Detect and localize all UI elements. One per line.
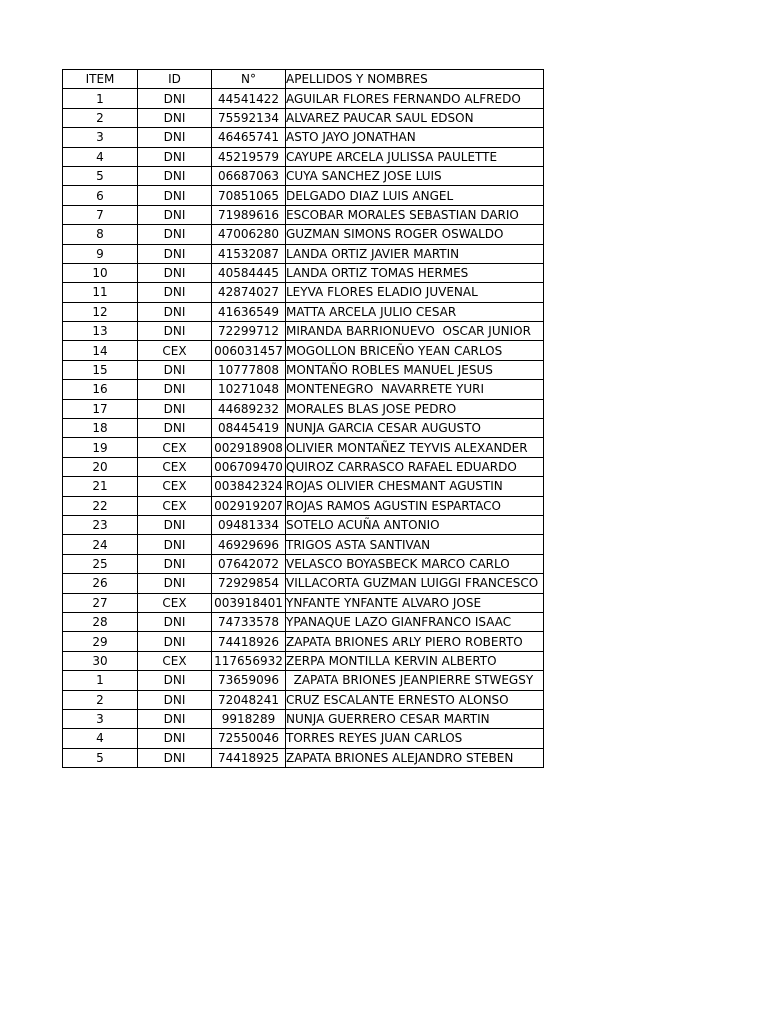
cell-item: 9 [63, 244, 138, 263]
header-item: ITEM [63, 70, 138, 89]
cell-full-name: LANDA ORTIZ JAVIER MARTIN [286, 244, 544, 263]
cell-full-name: TORRES REYES JUAN CARLOS [286, 729, 544, 748]
cell-id-type: DNI [138, 360, 212, 379]
cell-id-type: DNI [138, 205, 212, 224]
cell-full-name: ZAPATA BRIONES JEANPIERRE STWEGSY [286, 671, 544, 690]
cell-full-name: YPANAQUE LAZO GIANFRANCO ISAAC [286, 612, 544, 631]
cell-id-number: 07642072 [212, 554, 286, 573]
cell-id-number: 09481334 [212, 515, 286, 534]
cell-item: 5 [63, 166, 138, 185]
cell-item: 1 [63, 671, 138, 690]
cell-item: 14 [63, 341, 138, 360]
cell-item: 10 [63, 263, 138, 282]
cell-item: 16 [63, 380, 138, 399]
table-row [63, 554, 544, 573]
table-row [63, 380, 544, 399]
table-row [63, 399, 544, 418]
cell-item: 1 [63, 89, 138, 108]
cell-full-name: ZAPATA BRIONES ARLY PIERO ROBERTO [286, 632, 544, 651]
cell-id-number: 003842324 [212, 477, 286, 496]
cell-id-type: DNI [138, 554, 212, 573]
cell-full-name: MONTENEGRO NAVARRETE YURI [286, 380, 544, 399]
cell-id-type: DNI [138, 128, 212, 147]
cell-id-number: 46465741 [212, 128, 286, 147]
table-row [63, 419, 544, 438]
cell-id-number: 45219579 [212, 147, 286, 166]
table-row [63, 574, 544, 593]
table-row [63, 612, 544, 631]
table-row [63, 128, 544, 147]
cell-id-type: CEX [138, 438, 212, 457]
cell-id-type: DNI [138, 671, 212, 690]
cell-id-type: DNI [138, 574, 212, 593]
cell-item: 8 [63, 225, 138, 244]
table-row [63, 360, 544, 379]
table-row [63, 263, 544, 282]
table-row [63, 147, 544, 166]
cell-id-number: 006709470 [212, 457, 286, 476]
table-row [63, 729, 544, 748]
table-row [63, 748, 544, 767]
table-row [63, 302, 544, 321]
cell-item: 6 [63, 186, 138, 205]
cell-full-name: NUNJA GUERRERO CESAR MARTIN [286, 709, 544, 728]
cell-full-name: CRUZ ESCALANTE ERNESTO ALONSO [286, 690, 544, 709]
cell-id-number: 72299712 [212, 322, 286, 341]
cell-id-number: 72929854 [212, 574, 286, 593]
cell-item: 26 [63, 574, 138, 593]
table-row [63, 244, 544, 263]
table-row [63, 225, 544, 244]
cell-id-type: CEX [138, 593, 212, 612]
cell-full-name: MOGOLLON BRICEÑO YEAN CARLOS [286, 341, 544, 360]
table-row [63, 515, 544, 534]
table-row [63, 89, 544, 108]
cell-full-name: ZERPA MONTILLA KERVIN ALBERTO [286, 651, 544, 670]
table-row [63, 535, 544, 554]
cell-item: 23 [63, 515, 138, 534]
cell-full-name: ESCOBAR MORALES SEBASTIAN DARIO [286, 205, 544, 224]
header-id: ID [138, 70, 212, 89]
cell-item: 19 [63, 438, 138, 457]
cell-id-type: DNI [138, 690, 212, 709]
cell-id-type: DNI [138, 419, 212, 438]
table-row [63, 496, 544, 515]
cell-id-type: CEX [138, 341, 212, 360]
cell-id-type: DNI [138, 166, 212, 185]
table-header [63, 70, 544, 89]
roster-table [62, 69, 544, 768]
table-row [63, 690, 544, 709]
cell-item: 7 [63, 205, 138, 224]
table-row [63, 186, 544, 205]
cell-full-name: LEYVA FLORES ELADIO JUVENAL [286, 283, 544, 302]
cell-full-name: MATTA ARCELA JULIO CESAR [286, 302, 544, 321]
table-row [63, 632, 544, 651]
cell-id-type: DNI [138, 283, 212, 302]
table-row [63, 322, 544, 341]
cell-item: 11 [63, 283, 138, 302]
cell-item: 15 [63, 360, 138, 379]
cell-item: 5 [63, 748, 138, 767]
cell-item: 2 [63, 108, 138, 127]
cell-id-type: DNI [138, 108, 212, 127]
cell-full-name: VELASCO BOYASBECK MARCO CARLO [286, 554, 544, 573]
cell-item: 27 [63, 593, 138, 612]
cell-id-type: DNI [138, 709, 212, 728]
cell-full-name: ASTO JAYO JONATHAN [286, 128, 544, 147]
cell-item: 24 [63, 535, 138, 554]
cell-id-number: 75592134 [212, 108, 286, 127]
cell-id-number: 41636549 [212, 302, 286, 321]
table-row [63, 108, 544, 127]
table-row [63, 593, 544, 612]
cell-id-type: DNI [138, 186, 212, 205]
cell-full-name: MONTAÑO ROBLES MANUEL JESUS [286, 360, 544, 379]
cell-id-number: 10777808 [212, 360, 286, 379]
cell-item: 22 [63, 496, 138, 515]
table-row [63, 709, 544, 728]
cell-item: 4 [63, 729, 138, 748]
cell-id-type: DNI [138, 322, 212, 341]
cell-id-number: 117656932 [212, 651, 286, 670]
cell-id-number: 44689232 [212, 399, 286, 418]
cell-item: 2 [63, 690, 138, 709]
table-row [63, 283, 544, 302]
cell-id-number: 9918289 [212, 709, 286, 728]
cell-full-name: ZAPATA BRIONES ALEJANDRO STEBEN [286, 748, 544, 767]
cell-id-number: 41532087 [212, 244, 286, 263]
cell-id-type: CEX [138, 651, 212, 670]
cell-full-name: NUNJA GARCIA CESAR AUGUSTO [286, 419, 544, 438]
cell-item: 3 [63, 709, 138, 728]
table-row [63, 205, 544, 224]
cell-full-name: DELGADO DIAZ LUIS ANGEL [286, 186, 544, 205]
table-body [63, 89, 544, 768]
cell-id-number: 72048241 [212, 690, 286, 709]
cell-id-number: 006031457 [212, 341, 286, 360]
cell-full-name: VILLACORTA GUZMAN LUIGGI FRANCESCO [286, 574, 544, 593]
cell-item: 3 [63, 128, 138, 147]
header-names: APELLIDOS Y NOMBRES [286, 70, 544, 89]
cell-full-name: ROJAS OLIVIER CHESMANT AGUSTIN [286, 477, 544, 496]
cell-full-name: QUIROZ CARRASCO RAFAEL EDUARDO [286, 457, 544, 476]
cell-full-name: AGUILAR FLORES FERNANDO ALFREDO [286, 89, 544, 108]
cell-id-type: DNI [138, 748, 212, 767]
cell-id-type: DNI [138, 612, 212, 631]
cell-id-number: 74418925 [212, 748, 286, 767]
header-number: N° [212, 70, 286, 89]
cell-full-name: GUZMAN SIMONS ROGER OSWALDO [286, 225, 544, 244]
cell-id-type: DNI [138, 632, 212, 651]
table-row [63, 341, 544, 360]
cell-id-number: 002918908 [212, 438, 286, 457]
cell-full-name: LANDA ORTIZ TOMAS HERMES [286, 263, 544, 282]
cell-id-number: 73659096 [212, 671, 286, 690]
cell-id-number: 002919207 [212, 496, 286, 515]
table-row [63, 457, 544, 476]
cell-id-number: 74418926 [212, 632, 286, 651]
cell-item: 21 [63, 477, 138, 496]
cell-item: 20 [63, 457, 138, 476]
cell-id-type: DNI [138, 399, 212, 418]
cell-full-name: CUYA SANCHEZ JOSE LUIS [286, 166, 544, 185]
cell-id-type: CEX [138, 477, 212, 496]
cell-id-type: DNI [138, 244, 212, 263]
cell-item: 29 [63, 632, 138, 651]
cell-id-number: 71989616 [212, 205, 286, 224]
cell-full-name: TRIGOS ASTA SANTIVAN [286, 535, 544, 554]
cell-id-type: DNI [138, 263, 212, 282]
cell-id-type: DNI [138, 225, 212, 244]
cell-id-number: 003918401 [212, 593, 286, 612]
cell-id-number: 06687063 [212, 166, 286, 185]
cell-item: 25 [63, 554, 138, 573]
cell-item: 28 [63, 612, 138, 631]
cell-id-number: 42874027 [212, 283, 286, 302]
cell-item: 17 [63, 399, 138, 418]
cell-full-name: CAYUPE ARCELA JULISSA PAULETTE [286, 147, 544, 166]
cell-full-name: ALVAREZ PAUCAR SAUL EDSON [286, 108, 544, 127]
cell-item: 4 [63, 147, 138, 166]
cell-id-type: DNI [138, 89, 212, 108]
cell-full-name: SOTELO ACUÑA ANTONIO [286, 515, 544, 534]
cell-id-type: DNI [138, 535, 212, 554]
cell-id-number: 10271048 [212, 380, 286, 399]
table-row [63, 671, 544, 690]
cell-id-number: 46929696 [212, 535, 286, 554]
cell-full-name: MIRANDA BARRIONUEVO OSCAR JUNIOR [286, 322, 544, 341]
cell-id-number: 70851065 [212, 186, 286, 205]
cell-id-type: CEX [138, 457, 212, 476]
cell-full-name: OLIVIER MONTAÑEZ TEYVIS ALEXANDER [286, 438, 544, 457]
table-row [63, 166, 544, 185]
cell-id-number: 08445419 [212, 419, 286, 438]
header-row [63, 70, 544, 89]
cell-id-number: 72550046 [212, 729, 286, 748]
cell-id-type: DNI [138, 302, 212, 321]
cell-id-number: 40584445 [212, 263, 286, 282]
cell-full-name: YNFANTE YNFANTE ALVARO JOSE [286, 593, 544, 612]
cell-id-number: 74733578 [212, 612, 286, 631]
table-row [63, 438, 544, 457]
cell-item: 12 [63, 302, 138, 321]
cell-id-type: DNI [138, 515, 212, 534]
cell-full-name: ROJAS RAMOS AGUSTIN ESPARTACO [286, 496, 544, 515]
table-row [63, 477, 544, 496]
cell-id-number: 44541422 [212, 89, 286, 108]
cell-item: 13 [63, 322, 138, 341]
cell-item: 18 [63, 419, 138, 438]
table-row [63, 651, 544, 670]
cell-item: 30 [63, 651, 138, 670]
cell-id-type: DNI [138, 729, 212, 748]
cell-id-number: 47006280 [212, 225, 286, 244]
cell-full-name: MORALES BLAS JOSE PEDRO [286, 399, 544, 418]
cell-id-type: CEX [138, 496, 212, 515]
cell-id-type: DNI [138, 147, 212, 166]
cell-id-type: DNI [138, 380, 212, 399]
